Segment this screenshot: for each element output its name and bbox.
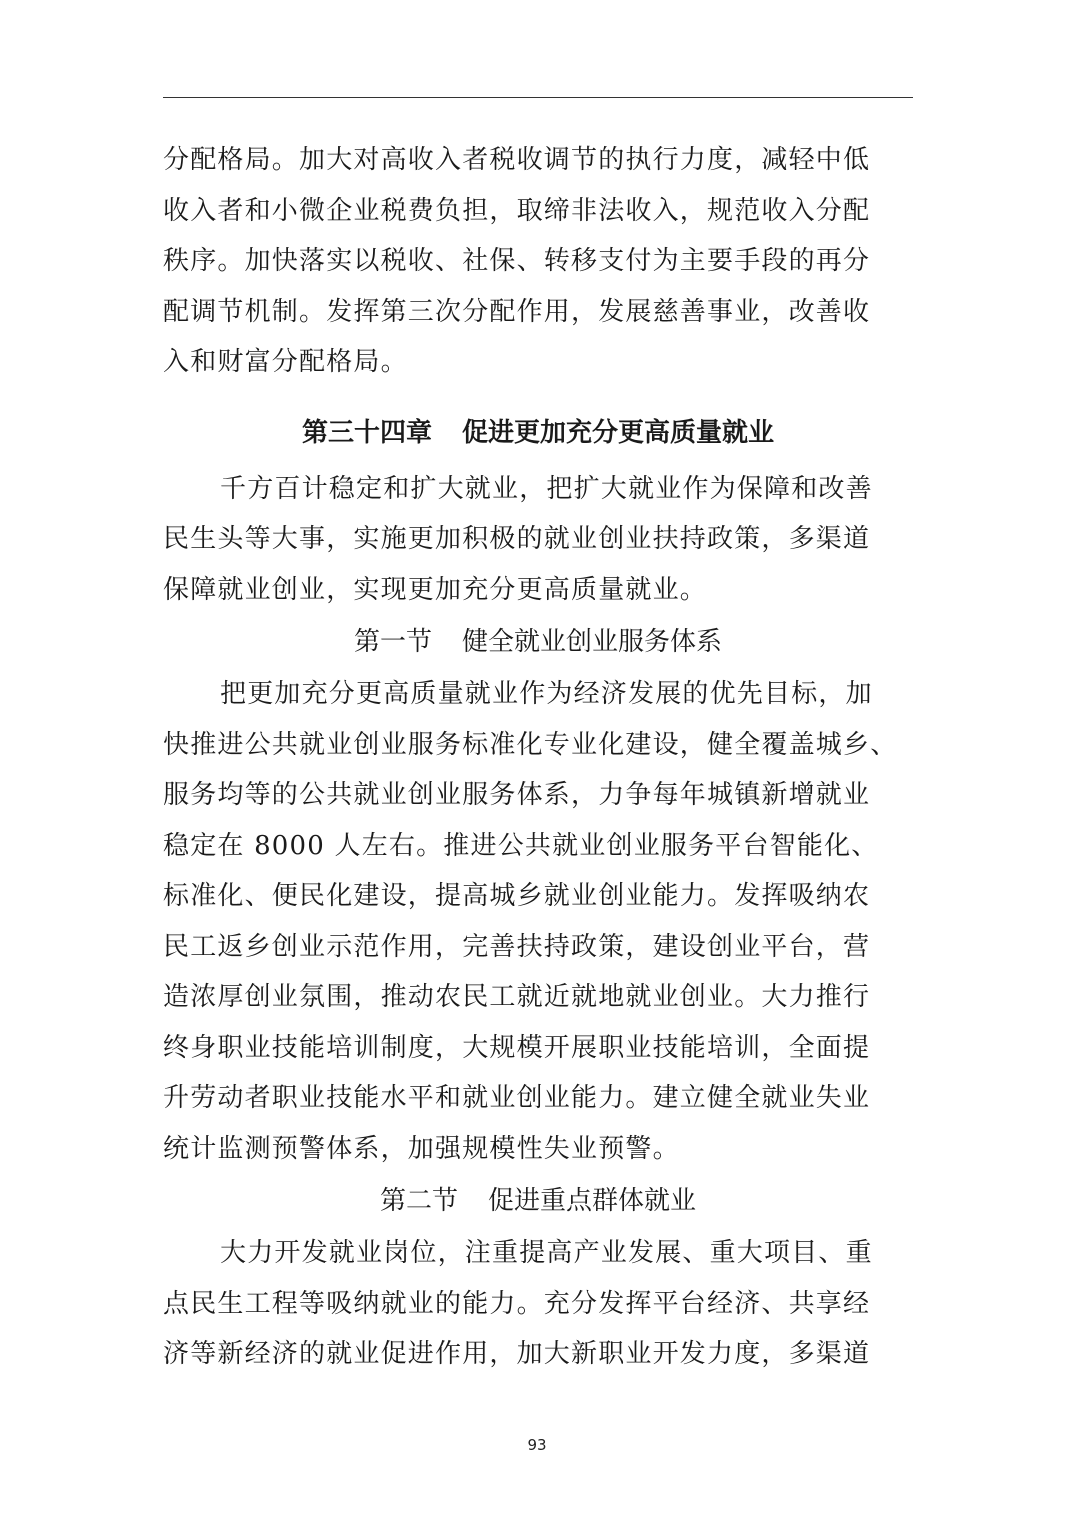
section-title: 健全就业创业服务体系 [462, 627, 723, 657]
header-rule [163, 97, 913, 98]
text-line: 服务均等的公共就业创业服务体系，力争每年城镇新增就业 [163, 780, 871, 810]
section-heading-1 [163, 615, 913, 669]
section-title: 促进重点群体就业 [488, 1186, 697, 1216]
paragraph-employment-services [163, 669, 913, 1174]
text-line: 民生头等大事，实施更加积极的就业创业扶持政策，多渠道 [163, 524, 871, 554]
text-line: 大力开发就业岗位，注重提高产业发展、重大项目、重 [220, 1238, 873, 1268]
text-line: 民工返乡创业示范作用，完善扶持政策，建设创业平台，营 [163, 931, 871, 962]
section-number: 第一节 [353, 627, 432, 657]
text-line: 终身职业技能培训制度，大规模开展职业技能培训，全面提 [163, 1032, 871, 1063]
paragraph-chapter-intro [163, 464, 913, 616]
section-number: 第二节 [379, 1186, 458, 1216]
chapter-heading [163, 402, 913, 464]
text-line: 济等新经济的就业促进作用，加大新职业开发力度，多渠道 [163, 1339, 871, 1369]
text-line: 入和财富分配格局。 [163, 347, 408, 377]
text-line: 升劳动者职业技能水平和就业创业能力。建立健全就业失业 [163, 1083, 871, 1113]
text-line: 造浓厚创业氛围，推动农民工就近就地就业创业。大力推行 [163, 982, 871, 1012]
text-line: 收入者和小微企业税费负担，取缔非法收入，规范收入分配 [163, 195, 871, 226]
text-line: 统计监测预警体系，加强规模性失业预警。 [163, 1133, 680, 1164]
text-line: 点民生工程等吸纳就业的能力。充分发挥平台经济、共享经 [163, 1288, 871, 1319]
text-line: 配调节机制。发挥第三次分配作用，发展慈善事业，改善收 [163, 296, 871, 327]
chapter-title: 促进更加充分更高质量就业 [462, 417, 775, 448]
text-line: 标准化、便民化建设，提高城乡就业创业能力。发挥吸纳农 [163, 881, 871, 911]
document-body [163, 135, 913, 1380]
text-line: 稳定在 8000 人左右。推进公共就业创业服务平台智能化、 [163, 830, 879, 861]
chapter-number: 第三十四章 [301, 417, 432, 448]
text-line: 快推进公共就业创业服务标准化专业化建设，健全覆盖城乡、 [163, 729, 898, 760]
text-line: 千方百计稳定和扩大就业，把扩大就业作为保障和改善 [220, 473, 873, 504]
text-line: 把更加充分更高质量就业作为经济发展的优先目标，加 [220, 679, 873, 709]
text-line: 秩序。加快落实以税收、社保、转移支付为主要手段的再分 [163, 246, 871, 276]
text-line: 分配格局。加大对高收入者税收调节的执行力度，减轻中低 [163, 145, 871, 175]
section-heading-2 [163, 1174, 913, 1228]
paragraph-income-distribution [163, 135, 913, 388]
text-line: 保障就业创业，实现更加充分更高质量就业。 [163, 574, 708, 605]
page-number: 93 [527, 1436, 547, 1454]
paragraph-key-groups [163, 1228, 913, 1380]
